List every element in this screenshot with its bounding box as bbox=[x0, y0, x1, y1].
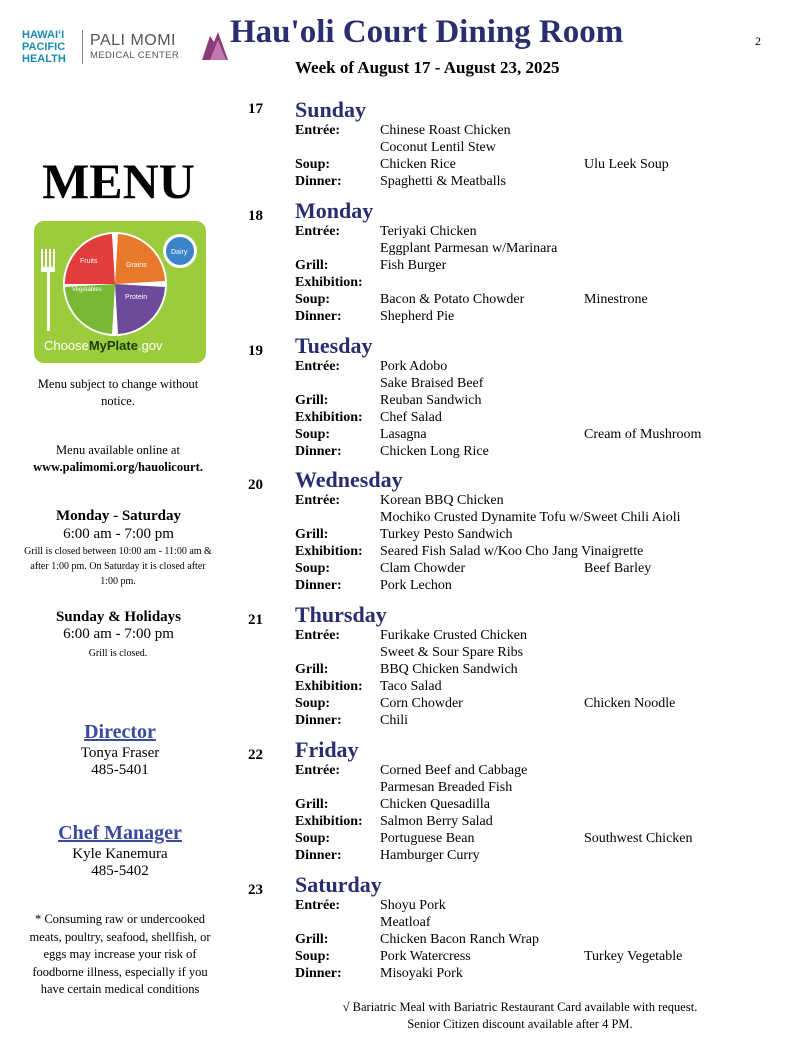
menu-row-item: Shoyu Pork bbox=[380, 898, 446, 913]
menu-row-item: Teriyaki Chicken bbox=[380, 224, 477, 239]
day-number: 22 bbox=[248, 747, 263, 763]
menu-row-item: Meatloaf bbox=[380, 915, 431, 930]
menu-row-item: Reuban Sandwich bbox=[380, 393, 482, 408]
menu-row-item: Mochiko Crusted Dynamite Tofu w/Sweet Chili Aioli bbox=[380, 510, 681, 525]
menu-row-item: Fish Burger bbox=[380, 258, 447, 273]
menu-row-extra-item: Southwest Chicken bbox=[584, 831, 693, 846]
menu-row-item: Hamburger Curry bbox=[380, 848, 480, 863]
menu-row bbox=[295, 543, 805, 560]
mountain-logo-icon bbox=[200, 30, 230, 62]
logo-medical-center: MEDICAL CENTER bbox=[90, 50, 180, 61]
sunday-grill-note: Grill is closed. bbox=[88, 648, 148, 659]
logo-line-1: HAWAIʻI bbox=[22, 29, 65, 41]
menu-row bbox=[295, 695, 805, 712]
menu-row bbox=[295, 375, 805, 392]
chef-manager-name: Kyle Kanemura bbox=[72, 846, 168, 862]
food-safety-warning bbox=[14, 911, 226, 999]
menu-row-item: Pork Adobo bbox=[380, 359, 448, 374]
menu-row bbox=[295, 627, 805, 644]
menu-row bbox=[295, 291, 805, 308]
menu-row-item: Chicken Quesadilla bbox=[380, 797, 491, 812]
menu-row-extra-item: Ulu Leek Soup bbox=[584, 157, 669, 172]
day-name: Saturday bbox=[295, 872, 382, 897]
menu-row-label: Exhibition: bbox=[295, 814, 363, 829]
menu-row bbox=[295, 661, 805, 678]
menu-row-label: Exhibition: bbox=[295, 275, 363, 290]
menu-row-label: Entrée: bbox=[295, 628, 341, 643]
menu-row bbox=[295, 308, 805, 325]
page-number: 2 bbox=[755, 34, 761, 48]
menu-row-item: Korean BBQ Chicken bbox=[380, 493, 504, 508]
menu-online-notice bbox=[12, 442, 224, 476]
menu-row-label: Grill: bbox=[295, 662, 329, 677]
menu-row-item: Salmon Berry Salad bbox=[380, 814, 493, 829]
warning-line: * Consuming raw or undercooked bbox=[34, 912, 206, 926]
menu-row bbox=[295, 830, 805, 847]
menu-row bbox=[295, 526, 805, 543]
plate-brand-a: Choose bbox=[44, 338, 89, 353]
menu-row bbox=[295, 914, 805, 931]
menu-row bbox=[295, 358, 805, 375]
menu-row-item: Furikake Crusted Chicken bbox=[380, 628, 527, 643]
menu-row-item: Chicken Long Rice bbox=[380, 444, 489, 459]
menu-row-label: Soup: bbox=[295, 292, 331, 307]
logo-pali-momi: PALI MOMI bbox=[90, 32, 176, 49]
menu-row-item: Coconut Lentil Stew bbox=[380, 140, 496, 155]
menu-row bbox=[295, 712, 805, 729]
menu-row bbox=[295, 560, 805, 577]
hospital-logo bbox=[22, 28, 217, 68]
menu-row-label: Dinner: bbox=[295, 713, 342, 728]
menu-row-label: Exhibition: bbox=[295, 544, 363, 559]
warning-line: eggs may increase your risk of bbox=[43, 947, 197, 961]
grill-note-line-1: Grill is closed between 10:00 am - 11:00 am & bbox=[24, 546, 212, 557]
logo-line-2: PACIFIC bbox=[22, 41, 66, 53]
menu-row bbox=[295, 644, 805, 661]
menu-row-item: Eggplant Parmesan w/Marinara bbox=[380, 241, 558, 256]
menu-row-item: Clam Chowder bbox=[380, 561, 466, 576]
weekday-hours-heading: Monday - Saturday bbox=[55, 508, 182, 524]
menu-row-label: Dinner: bbox=[295, 578, 342, 593]
menu-row-item: Sake Braised Beef bbox=[380, 376, 484, 391]
menu-row-label: Entrée: bbox=[295, 359, 341, 374]
menu-row-label: Soup: bbox=[295, 561, 331, 576]
day-name: Thursday bbox=[295, 602, 387, 627]
menu-row-item: BBQ Chicken Sandwich bbox=[380, 662, 518, 677]
footer-notes bbox=[240, 999, 800, 1033]
menu-row-item: Bacon & Potato Chowder bbox=[380, 292, 525, 307]
week-range: Week of August 17 - August 23, 2025 bbox=[295, 58, 560, 77]
menu-row-item: Turkey Pesto Sandwich bbox=[380, 527, 513, 542]
menu-row-extra-item: Turkey Vegetable bbox=[584, 949, 683, 964]
day-name: Sunday bbox=[295, 97, 366, 122]
notice-line-1: Menu subject to change without bbox=[37, 377, 199, 391]
menu-row-label: Entrée: bbox=[295, 763, 341, 778]
menu-row-item: Pork Lechon bbox=[380, 578, 452, 593]
menu-row-extra-item: Minestrone bbox=[584, 292, 648, 307]
day-number: 19 bbox=[248, 343, 263, 359]
menu-row-item: Sweet & Sour Spare Ribs bbox=[380, 645, 524, 660]
menu-row-label: Soup: bbox=[295, 696, 331, 711]
plate-brand-c: .gov bbox=[137, 338, 163, 353]
menu-row-label: Soup: bbox=[295, 831, 331, 846]
plate-brand-b: MyPlate bbox=[88, 338, 138, 353]
plate-label-grains: Grains bbox=[126, 262, 147, 269]
menu-row-label: Soup: bbox=[295, 427, 331, 442]
menu-row bbox=[295, 796, 805, 813]
menu-row-extra-item: Cream of Mushroom bbox=[584, 427, 702, 442]
menu-row bbox=[295, 223, 805, 240]
grill-closure-note bbox=[12, 544, 224, 589]
menu-row-extra-item: Beef Barley bbox=[584, 561, 652, 576]
menu-row bbox=[295, 762, 805, 779]
plate-label-vegetables: Vegetables bbox=[72, 287, 102, 293]
day-name: Friday bbox=[295, 737, 359, 762]
menu-row-label: Grill: bbox=[295, 797, 329, 812]
director-phone: 485-5401 bbox=[91, 762, 149, 778]
menu-row-label: Grill: bbox=[295, 932, 329, 947]
menu-row bbox=[295, 847, 805, 864]
menu-row-item: Chicken Bacon Ranch Wrap bbox=[380, 932, 539, 947]
menu-row-label: Dinner: bbox=[295, 966, 342, 981]
menu-row-label: Exhibition: bbox=[295, 679, 363, 694]
day-name: Wednesday bbox=[295, 467, 403, 492]
warning-line: have certain medical conditions bbox=[40, 982, 200, 996]
menu-row bbox=[295, 426, 805, 443]
grill-note-line-3: 1:00 pm. bbox=[100, 576, 136, 587]
menu-row-item: Shepherd Pie bbox=[380, 309, 455, 324]
menu-row-label: Entrée: bbox=[295, 898, 341, 913]
logo-line-3: HEALTH bbox=[22, 53, 66, 65]
menu-row bbox=[295, 948, 805, 965]
menu-row bbox=[295, 173, 805, 190]
menu-row-label: Dinner: bbox=[295, 174, 342, 189]
menu-row bbox=[295, 813, 805, 830]
day-number: 23 bbox=[248, 882, 263, 898]
page-title: Hau'oli Court Dining Room bbox=[230, 14, 624, 50]
menu-row-label: Dinner: bbox=[295, 309, 342, 324]
menu-row bbox=[295, 274, 805, 291]
day-name: Tuesday bbox=[295, 333, 373, 358]
menu-row-item: Chinese Roast Chicken bbox=[380, 123, 511, 138]
menu-row-item: Taco Salad bbox=[380, 679, 442, 694]
sunday-hours-heading: Sunday & Holidays bbox=[55, 609, 182, 625]
menu-heading: MENU bbox=[42, 153, 195, 209]
chef-manager-phone: 485-5402 bbox=[91, 863, 149, 879]
sunday-hours: 6:00 am - 7:00 pm bbox=[63, 626, 174, 642]
menu-row bbox=[295, 678, 805, 695]
menu-row-label: Dinner: bbox=[295, 848, 342, 863]
menu-row-item: Chili bbox=[380, 713, 409, 728]
menu-row bbox=[295, 577, 805, 594]
menu-row bbox=[295, 122, 805, 139]
logo-divider bbox=[82, 30, 83, 64]
director-name: Tonya Fraser bbox=[80, 745, 160, 761]
menu-row-label: Dinner: bbox=[295, 444, 342, 459]
menu-row bbox=[295, 509, 805, 526]
logo-hawaii-pacific-health bbox=[22, 29, 66, 65]
menu-row-item: Pork Watercress bbox=[380, 949, 471, 964]
menu-row-label: Soup: bbox=[295, 157, 331, 172]
day-number: 21 bbox=[248, 612, 263, 628]
menu-row-item: Parmesan Breaded Fish bbox=[380, 780, 513, 795]
menu-change-notice bbox=[12, 376, 224, 410]
menu-row-item: Corn Chowder bbox=[380, 696, 463, 711]
senior-discount-note: Senior Citizen discount available after 4 PM. bbox=[407, 1017, 633, 1031]
menu-row-item: Corned Beef and Cabbage bbox=[380, 763, 528, 778]
warning-line: foodborne illness, especially if you bbox=[32, 964, 208, 979]
menu-row-label: Entrée: bbox=[295, 123, 341, 138]
menu-row bbox=[295, 931, 805, 948]
menu-row-label: Grill: bbox=[295, 527, 329, 542]
myplate-graphic bbox=[34, 221, 206, 363]
plate-brand bbox=[44, 338, 163, 353]
menu-row-extra-item: Chicken Noodle bbox=[584, 696, 676, 711]
director-title: Director bbox=[84, 721, 156, 743]
day-number: 17 bbox=[248, 101, 263, 117]
menu-row bbox=[295, 409, 805, 426]
menu-row-label: Soup: bbox=[295, 949, 331, 964]
plate-label-protein: Protein bbox=[125, 294, 148, 301]
menu-row bbox=[295, 392, 805, 409]
warning-line: meats, poultry, seafood, shellfish, or bbox=[29, 929, 211, 944]
menu-row-item: Misoyaki Pork bbox=[380, 966, 463, 981]
menu-row-label: Entrée: bbox=[295, 493, 341, 508]
menu-row-item: Chicken Rice bbox=[380, 157, 456, 172]
chef-manager-title: Chef Manager bbox=[58, 822, 182, 844]
online-line: Menu available online at bbox=[56, 443, 180, 457]
notice-line-2: notice. bbox=[101, 394, 135, 408]
menu-row bbox=[295, 139, 805, 156]
menu-row-label: Grill: bbox=[295, 393, 329, 408]
menu-row bbox=[295, 156, 805, 173]
menu-row-label: Grill: bbox=[295, 258, 329, 273]
menu-row-item: Spaghetti & Meatballs bbox=[380, 174, 506, 189]
weekday-hours: 6:00 am - 7:00 pm bbox=[63, 526, 174, 542]
plate-label-dairy: Dairy bbox=[171, 249, 188, 256]
grill-note-line-2: after 1:00 pm. On Saturday it is closed after bbox=[30, 561, 206, 572]
menu-row-item: Seared Fish Salad w/Koo Cho Jang Vinaigrette bbox=[380, 544, 644, 559]
menu-row bbox=[295, 240, 805, 257]
day-number: 20 bbox=[248, 477, 263, 493]
menu-row bbox=[295, 965, 805, 982]
bariatric-note: √ Bariatric Meal with Bariatric Restaurant Card available with request. bbox=[342, 1000, 698, 1014]
online-url-link[interactable]: www.palimomi.org/hauolicourt. bbox=[33, 460, 203, 474]
menu-row-label: Exhibition: bbox=[295, 410, 363, 425]
menu-row bbox=[295, 257, 805, 274]
menu-row bbox=[295, 779, 805, 796]
menu-row bbox=[295, 443, 805, 460]
menu-row-item: Chef Salad bbox=[380, 410, 442, 425]
menu-row bbox=[295, 492, 805, 509]
menu-row-label: Entrée: bbox=[295, 224, 341, 239]
plate-label-fruits: Fruits bbox=[80, 258, 98, 265]
menu-row bbox=[295, 897, 805, 914]
menu-row-item: Lasagna bbox=[380, 427, 427, 442]
menu-row-item: Portuguese Bean bbox=[380, 831, 475, 846]
day-name: Monday bbox=[295, 198, 374, 223]
day-number: 18 bbox=[248, 208, 263, 224]
